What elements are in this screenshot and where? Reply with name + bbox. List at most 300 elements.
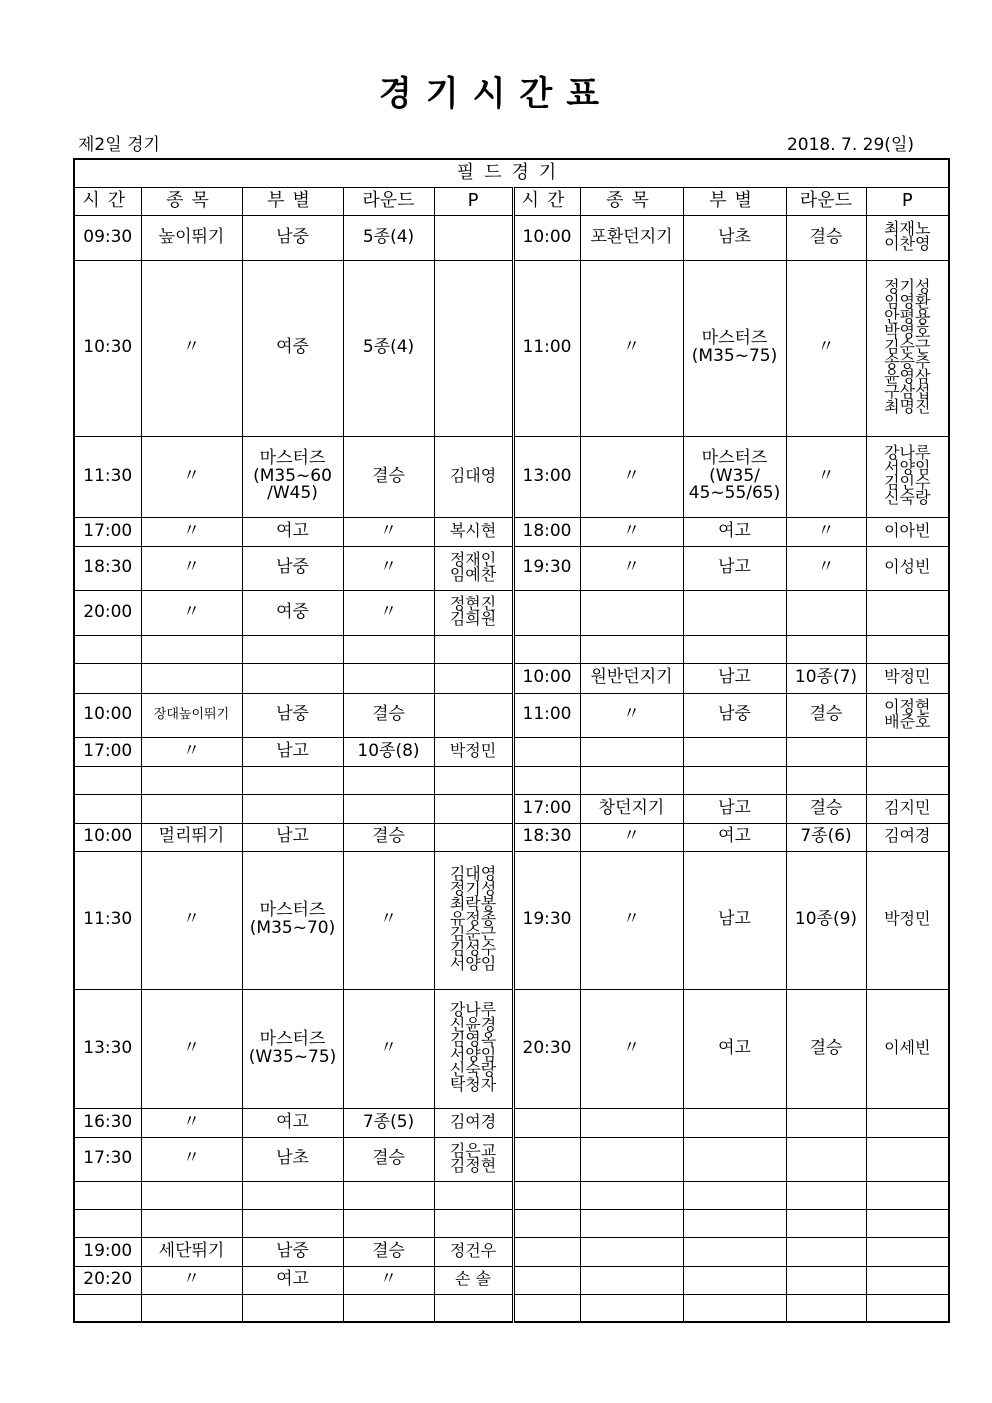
participant-name: 박정민	[449, 740, 497, 760]
right-event-cell: 원반던지기	[580, 663, 683, 693]
right-event-cell: 〃	[580, 823, 683, 851]
left-event-cell: 〃	[141, 260, 242, 436]
left-round-cell	[343, 1209, 434, 1237]
right-participants-cell	[866, 823, 949, 851]
left-participants-cell	[434, 823, 513, 851]
left-participants-cell	[434, 517, 513, 546]
section-header: 필드경기	[74, 159, 949, 187]
left-round-cell: 결승	[343, 1137, 434, 1181]
participant-name: 박영호	[884, 322, 931, 342]
left-division-cell: 남고	[242, 823, 343, 851]
left-event-cell: 〃	[141, 517, 242, 546]
left-division-cell	[242, 635, 343, 663]
right-round-cell	[786, 1266, 866, 1294]
left-event-cell	[141, 663, 242, 693]
right-division-cell	[683, 590, 786, 635]
right-event-cell: 창던지기	[580, 794, 683, 823]
right-participants-cell	[866, 1137, 949, 1181]
left-division-cell: 남중	[242, 546, 343, 590]
left-round-cell	[343, 794, 434, 823]
right-division-cell	[683, 1108, 786, 1137]
right-event-cell	[580, 1137, 683, 1181]
right-round-cell: 결승	[786, 989, 866, 1108]
left-time-cell	[74, 794, 141, 823]
left-time-cell: 11:30	[74, 436, 141, 517]
right-time-cell	[513, 1294, 580, 1322]
left-round-cell: 〃	[343, 851, 434, 989]
participant-name: 임영환	[884, 292, 931, 312]
left-time-cell: 10:00	[74, 823, 141, 851]
right-event-cell	[580, 590, 683, 635]
right-participants-cell	[866, 260, 949, 436]
participant-name: 김순근	[884, 337, 931, 357]
left-time-cell: 16:30	[74, 1108, 141, 1137]
left-time-cell: 19:00	[74, 1237, 141, 1266]
left-division-cell: 마스터즈 (M35~60 /W45)	[242, 436, 343, 517]
right-division-cell: 마스터즈 (M35~75)	[683, 260, 786, 436]
left-event-cell	[141, 1181, 242, 1209]
right-division-cell	[683, 1294, 786, 1322]
right-round-cell: 결승	[786, 794, 866, 823]
right-participants-cell	[866, 1294, 949, 1322]
right-participants-cell	[866, 436, 949, 517]
right-round-cell	[786, 737, 866, 766]
right-round-cell: 결승	[786, 215, 866, 260]
participant-name: 김대영	[449, 465, 497, 485]
left-event-cell	[141, 635, 242, 663]
left-division-cell	[242, 1294, 343, 1322]
left-event-cell: 높이뛰기	[141, 215, 242, 260]
participant-name: 복시현	[449, 520, 497, 540]
participant-name: 이정현	[884, 696, 931, 716]
left-participants-cell	[434, 590, 513, 635]
right-time-cell: 18:00	[513, 517, 580, 546]
left-participants-cell	[434, 1294, 513, 1322]
right-round-cell: 〃	[786, 517, 866, 546]
left-round-cell: 결승	[343, 823, 434, 851]
participant-name: 신숙랑	[884, 488, 931, 508]
right-participants-cell	[866, 517, 949, 546]
schedule-row	[74, 766, 949, 794]
left-round-cell: 5종(4)	[343, 215, 434, 260]
right-time-cell: 10:00	[513, 663, 580, 693]
schedule-row	[74, 823, 949, 851]
right-event-cell	[580, 1237, 683, 1266]
left-division-cell: 여중	[242, 590, 343, 635]
right-time-cell: 18:30	[513, 823, 580, 851]
left-time-cell: 11:30	[74, 851, 141, 989]
participant-name: 안평용	[884, 307, 931, 327]
left-time-cell	[74, 635, 141, 663]
right-time-cell: 20:30	[513, 989, 580, 1108]
left-participants-cell	[434, 1108, 513, 1137]
schedule-row	[74, 260, 949, 436]
left-participants-cell	[434, 546, 513, 590]
participant-name: 이아빈	[884, 520, 931, 540]
right-round-cell	[786, 1108, 866, 1137]
participant-name: 김희원	[449, 609, 497, 629]
participant-name: 최락봉	[449, 894, 497, 914]
participant-name: 정기성	[449, 879, 497, 899]
col-header-time: 시간	[74, 187, 141, 215]
left-event-cell: 〃	[141, 590, 242, 635]
left-event-cell	[141, 1209, 242, 1237]
left-time-cell: 09:30	[74, 215, 141, 260]
left-division-cell: 남중	[242, 1237, 343, 1266]
schedule-row	[74, 989, 949, 1108]
left-time-cell: 17:00	[74, 517, 141, 546]
column-header-row	[74, 187, 949, 215]
schedule-row	[74, 1266, 949, 1294]
participant-name: 이성빈	[884, 557, 931, 577]
col-header-round: 라운드	[786, 187, 866, 215]
left-event-cell: 세단뛰기	[141, 1237, 242, 1266]
col-header-participants: P	[866, 187, 949, 215]
right-division-cell: 여고	[683, 517, 786, 546]
right-time-cell	[513, 1237, 580, 1266]
right-event-cell: 〃	[580, 851, 683, 989]
right-event-cell	[580, 1294, 683, 1322]
participant-name: 정현진	[449, 594, 497, 614]
participant-name: 유정종	[449, 909, 497, 929]
left-participants-cell	[434, 794, 513, 823]
schedule-row	[74, 737, 949, 766]
participant-name: 정기성	[884, 277, 931, 297]
schedule-table	[73, 158, 950, 1323]
schedule-row	[74, 693, 949, 737]
left-participants-cell	[434, 693, 513, 737]
left-participants-cell	[434, 737, 513, 766]
left-participants-cell	[434, 436, 513, 517]
left-division-cell	[242, 1181, 343, 1209]
date-label: 2018. 7. 29(일)	[786, 135, 914, 155]
right-participants-cell	[866, 1209, 949, 1237]
left-time-cell: 20:00	[74, 590, 141, 635]
right-event-cell	[580, 1108, 683, 1137]
left-division-cell: 마스터즈 (M35~70)	[242, 851, 343, 989]
left-division-cell: 남고	[242, 737, 343, 766]
left-participants-cell	[434, 1266, 513, 1294]
participant-name: 김여경	[449, 1111, 497, 1131]
schedule-row	[74, 436, 949, 517]
right-round-cell	[786, 1181, 866, 1209]
right-round-cell: 결승	[786, 693, 866, 737]
left-time-cell: 10:00	[74, 693, 141, 737]
left-event-cell: 〃	[141, 1108, 242, 1137]
participant-name: 손 솔	[455, 1269, 491, 1289]
schedule-row	[74, 546, 949, 590]
schedule-row	[74, 1108, 949, 1137]
left-division-cell	[242, 663, 343, 693]
left-time-cell: 17:00	[74, 737, 141, 766]
schedule-row	[74, 517, 949, 546]
participant-name: 이찬영	[884, 234, 931, 254]
right-division-cell	[683, 1209, 786, 1237]
right-participants-cell	[866, 1266, 949, 1294]
right-time-cell	[513, 1209, 580, 1237]
right-event-cell: 〃	[580, 260, 683, 436]
right-division-cell	[683, 1237, 786, 1266]
right-time-cell	[513, 1181, 580, 1209]
right-event-cell: 〃	[580, 989, 683, 1108]
right-time-cell	[513, 1266, 580, 1294]
left-time-cell: 17:30	[74, 1137, 141, 1181]
right-division-cell: 여고	[683, 989, 786, 1108]
participant-name: 최재노	[884, 219, 931, 239]
right-participants-cell	[866, 737, 949, 766]
left-participants-cell	[434, 1137, 513, 1181]
left-time-cell	[74, 663, 141, 693]
right-participants-cell	[866, 794, 949, 823]
left-round-cell	[343, 635, 434, 663]
right-time-cell: 11:00	[513, 260, 580, 436]
left-event-cell	[141, 794, 242, 823]
right-division-cell: 남고	[683, 794, 786, 823]
right-time-cell: 10:00	[513, 215, 580, 260]
right-round-cell: 7종(6)	[786, 823, 866, 851]
right-round-cell	[786, 1294, 866, 1322]
left-event-cell	[141, 1294, 242, 1322]
right-round-cell	[786, 1237, 866, 1266]
right-event-cell	[580, 737, 683, 766]
left-division-cell: 여고	[242, 1108, 343, 1137]
left-round-cell: 〃	[343, 517, 434, 546]
participant-name: 박정민	[884, 667, 931, 687]
right-division-cell: 남고	[683, 663, 786, 693]
left-round-cell: 7종(5)	[343, 1108, 434, 1137]
participant-name: 김정현	[449, 1155, 497, 1175]
right-event-cell: 〃	[580, 693, 683, 737]
right-division-cell	[683, 1181, 786, 1209]
day-label: 제2일 경기	[78, 135, 160, 155]
right-division-cell	[683, 1137, 786, 1181]
participant-name: 서양임	[449, 954, 497, 974]
right-time-cell: 11:00	[513, 693, 580, 737]
right-event-cell: 〃	[580, 436, 683, 517]
participant-name: 강나루	[884, 443, 931, 463]
right-division-cell	[683, 766, 786, 794]
right-time-cell	[513, 766, 580, 794]
left-round-cell	[343, 1181, 434, 1209]
page-title: 경기시간표	[378, 74, 614, 114]
right-time-cell	[513, 1108, 580, 1137]
right-event-cell: 〃	[580, 546, 683, 590]
participant-name: 김순근	[449, 924, 497, 944]
left-participants-cell	[434, 1209, 513, 1237]
schedule-row	[74, 635, 949, 663]
left-round-cell: 〃	[343, 590, 434, 635]
col-header-division: 부별	[242, 187, 343, 215]
right-division-cell	[683, 635, 786, 663]
left-time-cell	[74, 1181, 141, 1209]
schedule-row	[74, 1181, 949, 1209]
left-round-cell: 결승	[343, 436, 434, 517]
left-participants-cell	[434, 989, 513, 1108]
col-header-event: 종목	[580, 187, 683, 215]
right-round-cell	[786, 590, 866, 635]
left-round-cell	[343, 663, 434, 693]
left-time-cell	[74, 766, 141, 794]
participant-name: 김성수	[449, 939, 497, 959]
schedule-row	[74, 794, 949, 823]
right-division-cell: 남초	[683, 215, 786, 260]
right-participants-cell	[866, 1181, 949, 1209]
right-division-cell: 남중	[683, 693, 786, 737]
right-event-cell	[580, 766, 683, 794]
participant-name: 강나루	[449, 1000, 497, 1020]
right-round-cell: 〃	[786, 436, 866, 517]
right-time-cell	[513, 737, 580, 766]
right-participants-cell	[866, 766, 949, 794]
right-participants-cell	[866, 663, 949, 693]
col-header-division: 부별	[683, 187, 786, 215]
schedule-row	[74, 215, 949, 260]
right-round-cell: 〃	[786, 546, 866, 590]
left-round-cell: 결승	[343, 693, 434, 737]
participant-name: 김여경	[884, 826, 931, 846]
participant-name: 서양임	[449, 1045, 497, 1065]
left-event-cell	[141, 766, 242, 794]
right-participants-cell	[866, 215, 949, 260]
left-time-cell: 18:30	[74, 546, 141, 590]
right-division-cell: 여고	[683, 823, 786, 851]
right-round-cell: 10종(9)	[786, 851, 866, 989]
right-time-cell: 19:30	[513, 851, 580, 989]
left-participants-cell	[434, 766, 513, 794]
left-participants-cell	[434, 260, 513, 436]
left-event-cell: 〃	[141, 436, 242, 517]
right-event-cell	[580, 1209, 683, 1237]
right-participants-cell	[866, 693, 949, 737]
left-event-cell: 멀리뛰기	[141, 823, 242, 851]
right-round-cell	[786, 766, 866, 794]
left-division-cell: 여고	[242, 517, 343, 546]
left-round-cell: 10종(8)	[343, 737, 434, 766]
right-event-cell: 포환던지기	[580, 215, 683, 260]
participant-name: 정건우	[449, 1240, 497, 1260]
left-division-cell	[242, 794, 343, 823]
right-division-cell: 마스터즈 (W35/ 45~55/65)	[683, 436, 786, 517]
right-round-cell	[786, 1209, 866, 1237]
participant-name: 신윤경	[449, 1015, 497, 1035]
schedule-row	[74, 851, 949, 989]
right-time-cell	[513, 590, 580, 635]
right-division-cell: 남고	[683, 546, 786, 590]
left-time-cell	[74, 1209, 141, 1237]
left-round-cell: 5종(4)	[343, 260, 434, 436]
left-time-cell: 13:30	[74, 989, 141, 1108]
left-participants-cell	[434, 1181, 513, 1209]
right-division-cell	[683, 1266, 786, 1294]
left-round-cell	[343, 1294, 434, 1322]
left-event-cell: 〃	[141, 1137, 242, 1181]
participant-name: 정재인	[449, 549, 497, 569]
participant-name: 윤영삼	[884, 367, 931, 387]
left-event-cell: 장대높이뛰기	[141, 693, 242, 737]
right-round-cell: 10종(7)	[786, 663, 866, 693]
participant-name: 김인수	[884, 473, 931, 493]
left-event-cell: 〃	[141, 737, 242, 766]
left-division-cell: 여고	[242, 1266, 343, 1294]
left-time-cell	[74, 1294, 141, 1322]
right-event-cell	[580, 1266, 683, 1294]
right-time-cell: 13:00	[513, 436, 580, 517]
right-participants-cell	[866, 851, 949, 989]
schedule-row	[74, 1209, 949, 1237]
right-time-cell	[513, 1137, 580, 1181]
col-header-event: 종목	[141, 187, 242, 215]
right-event-cell	[580, 635, 683, 663]
right-participants-cell	[866, 546, 949, 590]
col-header-round: 라운드	[343, 187, 434, 215]
participant-name: 김은교	[449, 1140, 497, 1160]
participant-name: 박정민	[884, 909, 931, 929]
participant-name: 임예찬	[449, 564, 497, 584]
right-time-cell	[513, 635, 580, 663]
left-participants-cell	[434, 851, 513, 989]
left-participants-cell	[434, 1237, 513, 1266]
right-time-cell: 19:30	[513, 546, 580, 590]
participant-name: 구삼섭	[884, 382, 931, 402]
schedule-row	[74, 1294, 949, 1322]
left-event-cell: 〃	[141, 989, 242, 1108]
right-division-cell	[683, 737, 786, 766]
left-round-cell: 〃	[343, 989, 434, 1108]
col-header-time: 시간	[513, 187, 580, 215]
right-event-cell	[580, 1181, 683, 1209]
left-time-cell: 10:30	[74, 260, 141, 436]
participant-name: 최명진	[884, 397, 931, 417]
participant-name: 김대영	[449, 864, 497, 884]
participant-name: 김지민	[884, 797, 931, 817]
left-division-cell: 남초	[242, 1137, 343, 1181]
schedule-row	[74, 1137, 949, 1181]
participant-name: 탁청자	[449, 1075, 497, 1095]
right-time-cell: 17:00	[513, 794, 580, 823]
left-division-cell: 남중	[242, 215, 343, 260]
left-division-cell: 남중	[242, 693, 343, 737]
schedule-row	[74, 590, 949, 635]
participant-name: 송승추	[884, 352, 931, 372]
schedule-row	[74, 663, 949, 693]
left-division-cell	[242, 1209, 343, 1237]
right-participants-cell	[866, 989, 949, 1108]
left-round-cell: 〃	[343, 1266, 434, 1294]
left-participants-cell	[434, 215, 513, 260]
left-round-cell: 결승	[343, 1237, 434, 1266]
participant-name: 신숙랑	[449, 1060, 497, 1080]
right-participants-cell	[866, 590, 949, 635]
left-division-cell: 여중	[242, 260, 343, 436]
left-round-cell	[343, 766, 434, 794]
participant-name: 김영옥	[449, 1030, 497, 1050]
participant-name: 이세빈	[884, 1037, 931, 1057]
right-participants-cell	[866, 1108, 949, 1137]
left-division-cell	[242, 766, 343, 794]
left-round-cell: 〃	[343, 546, 434, 590]
left-time-cell: 20:20	[74, 1266, 141, 1294]
schedule-row	[74, 1237, 949, 1266]
left-event-cell: 〃	[141, 851, 242, 989]
left-participants-cell	[434, 663, 513, 693]
right-round-cell	[786, 1137, 866, 1181]
right-round-cell	[786, 635, 866, 663]
right-division-cell: 남고	[683, 851, 786, 989]
col-header-participants: P	[434, 187, 513, 215]
right-participants-cell	[866, 1237, 949, 1266]
participant-name: 서양임	[884, 458, 931, 478]
left-participants-cell	[434, 635, 513, 663]
